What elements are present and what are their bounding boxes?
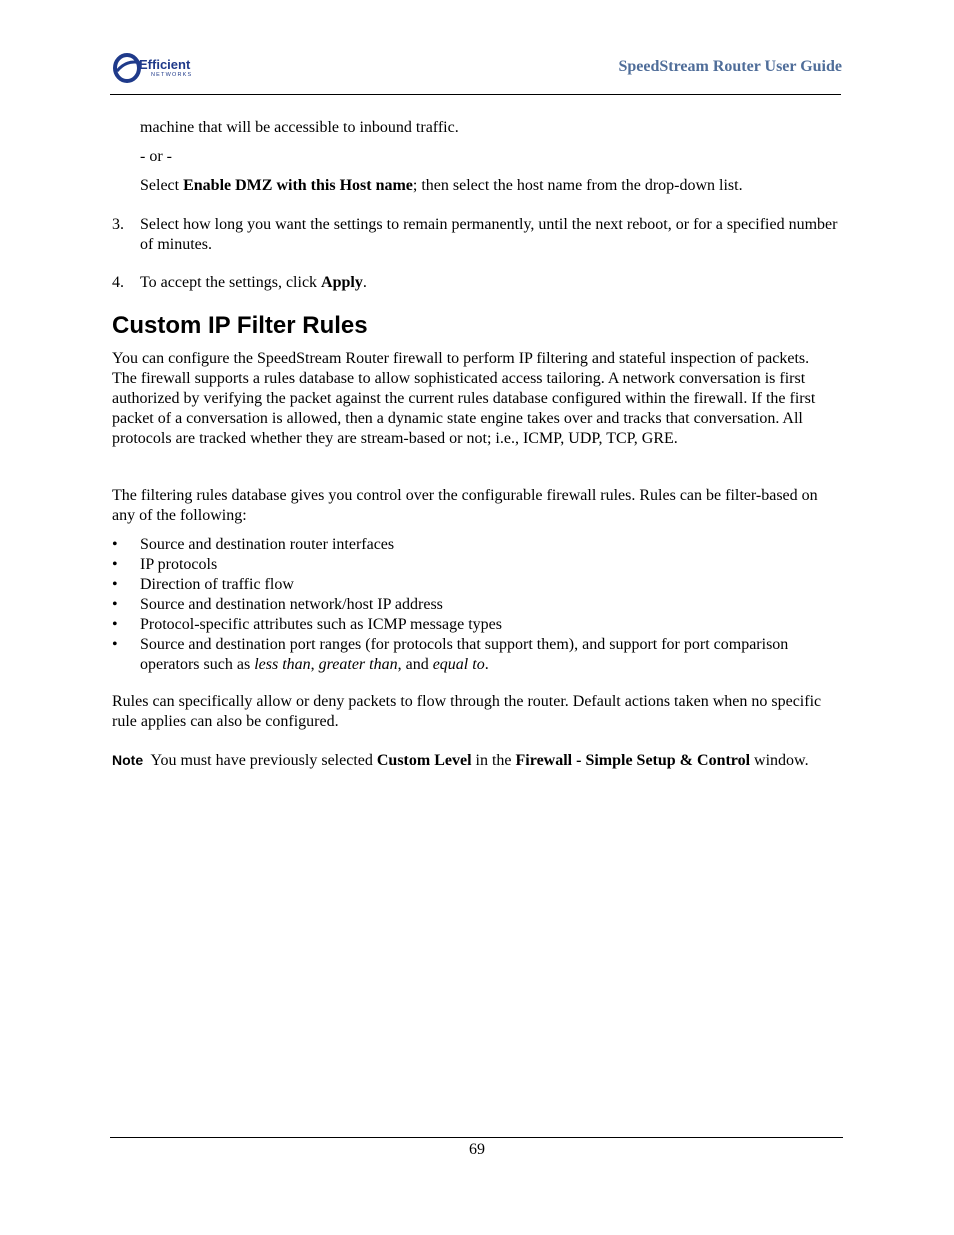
step3-text: Select how long you want the settings to remain permanently, until the next reboot, or for a specified number of minutes. bbox=[140, 216, 838, 253]
bullet-icon: • bbox=[112, 596, 118, 613]
step3-number: 3. bbox=[112, 216, 124, 233]
bullet-icon: • bbox=[112, 636, 118, 653]
section-heading: Custom IP Filter Rules bbox=[112, 312, 368, 339]
bullet-icon: • bbox=[112, 576, 118, 593]
logo-main-text: Efficient bbox=[139, 57, 191, 72]
step4-number: 4. bbox=[112, 274, 124, 291]
or-separator: - or - bbox=[140, 148, 172, 165]
intro-paragraph: You can configure the SpeedStream Router firewall to perform IP filtering and stateful inspection of packets. The firewall supports a rules database to allow sophisticated access tailoring. A network conversation is first authorized by verifying the packet against the current rules database configured within the firewall. If the first packet of a conversation is allowed, then a dynamic state engine takes over and tracks that conversation. All protocols are tracked whether they are stream-based or not; i.e., ICMP, UDP, TCP, GRE. bbox=[112, 350, 816, 447]
bullet-icon: • bbox=[112, 616, 118, 633]
list-item: • IP protocols bbox=[112, 556, 218, 573]
rules-paragraph: Rules can specifically allow or deny packets to flow through the router. Default actions taken when no specific rule applies can also be configured. bbox=[112, 693, 822, 730]
note-label: Note bbox=[112, 752, 144, 768]
step2-select-line: Select Enable DMZ with this Host name; then select the host name from the drop-down list. bbox=[140, 177, 743, 194]
list-item: • Source and destination network/host IP address bbox=[112, 596, 443, 613]
apply-label: Apply bbox=[321, 274, 363, 291]
note-paragraph: Note You must have previously selected Custom Level in the Firewall - Simple Setup & Control window. bbox=[112, 752, 809, 769]
bullet-icon: • bbox=[112, 556, 118, 573]
filter-criteria-list bbox=[112, 535, 840, 675]
header-divider bbox=[110, 94, 841, 95]
logo-sub-text: NETWORKS bbox=[151, 72, 193, 78]
footer-divider bbox=[110, 1137, 843, 1138]
list-item: • Source and destination router interfaces bbox=[112, 536, 395, 553]
page-number: 69 bbox=[469, 1141, 485, 1158]
filter-paragraph: The filtering rules database gives you control over the configurable firewall rules. Rules can be filter-based on any of the following: bbox=[112, 487, 818, 524]
list-item: • Direction of traffic flow bbox=[112, 576, 294, 593]
list-item: • Source and destination port ranges (for protocols that support them), and support for port comparison operators such as less than, greater than, and equal to. bbox=[112, 636, 789, 673]
dmz-host-name-option: Enable DMZ with this Host name bbox=[183, 177, 413, 194]
step4-text: To accept the settings, click Apply. bbox=[140, 274, 367, 291]
bullet-icon: • bbox=[112, 536, 118, 553]
logo-swoosh-icon bbox=[113, 51, 213, 85]
efficient-networks-logo bbox=[113, 51, 213, 85]
guide-title: SpeedStream Router User Guide bbox=[618, 58, 842, 75]
list-item: • Protocol-specific attributes such as ICMP message types bbox=[112, 616, 502, 633]
step2-line: machine that will be accessible to inbound traffic. bbox=[140, 119, 459, 136]
